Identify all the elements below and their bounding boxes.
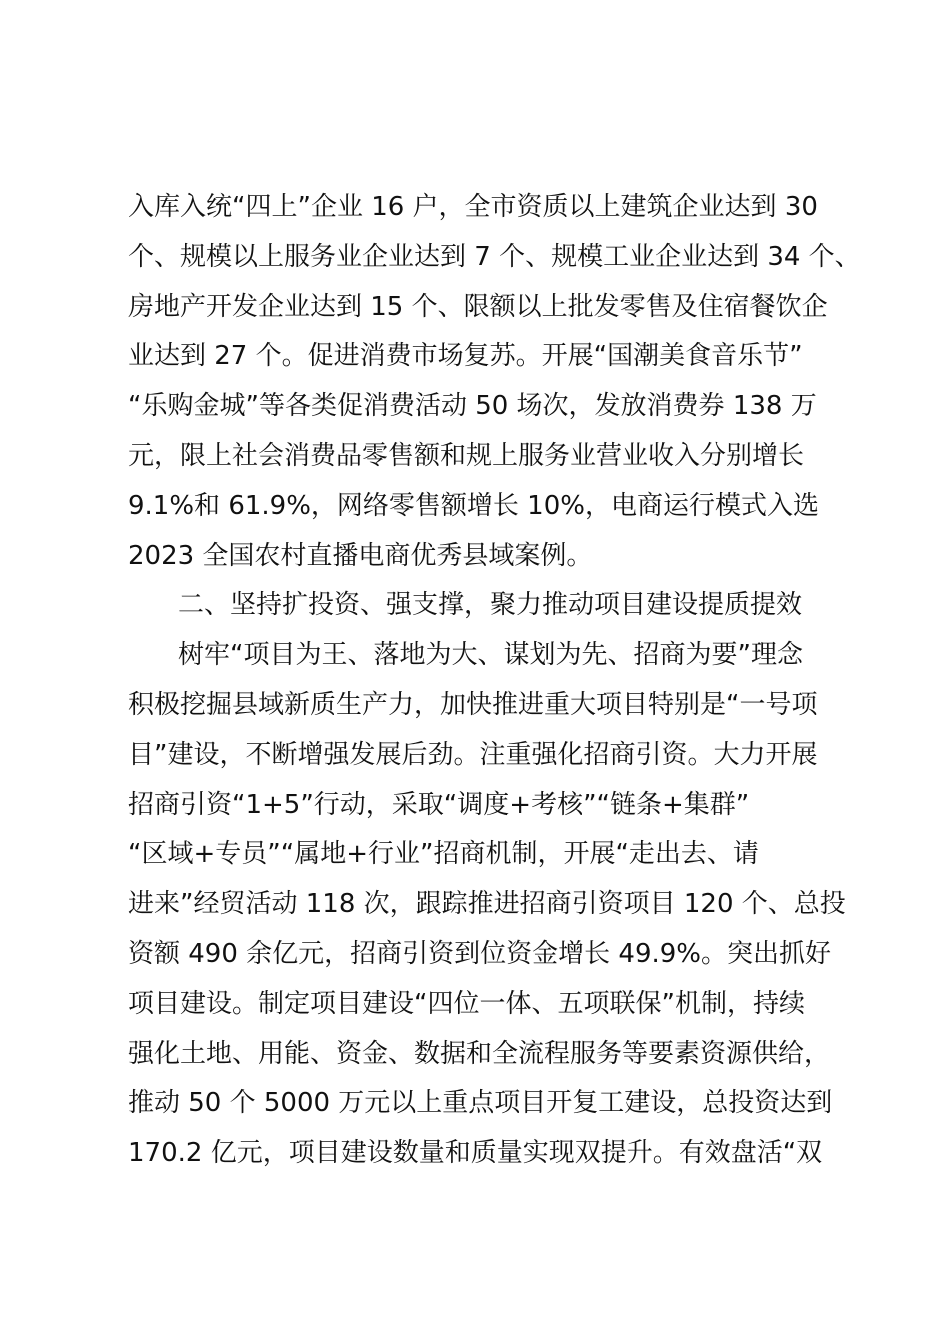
text-line: 推动 50 个 5000 万元以上重点项目开复工建设，总投资达到: [128, 1088, 833, 1119]
text-line: 房地产开发企业达到 15 个、限额以上批发零售及住宿餐饮企: [128, 291, 828, 322]
text-line: 强化土地、用能、资金、数据和全流程服务等要素资源供给，: [128, 1038, 831, 1069]
text-line: 元，限上社会消费品零售额和规上服务业营业收入分别增长: [128, 440, 805, 471]
text-line: “乐购金城”等各类促消费活动 50 场次，发放消费券 138 万: [128, 391, 817, 422]
text-line: 积极挖掘县域新质生产力，加快推进重大项目特别是“一号项: [128, 689, 818, 720]
text-line: 资额 490 余亿元，招商引资到位资金增长 49.9%。突出抓好: [128, 938, 832, 969]
text-line: “区域+专员”“属地+行业”招商机制，开展“走出去、请: [128, 839, 759, 870]
text-line: 9.1%和 61.9%，网络零售额增长 10%，电商运行模式入选: [128, 490, 819, 521]
text-line: 个、规模以上服务业企业达到 7 个、规模工业企业达到 34 个、: [128, 241, 861, 272]
section-heading: 二、坚持扩投资、强支撑，聚力推动项目建设提质提效: [178, 590, 803, 621]
text-line: 170.2 亿元，项目建设数量和质量实现双提升。有效盘活“双: [128, 1138, 823, 1169]
text-line: 入库入统“四上”企业 16 户，全市资质以上建筑企业达到 30: [128, 192, 818, 222]
body-text: [128, 183, 861, 1179]
paragraph-first-line: 树牢“项目为王、落地为大、谋划为先、招商为要”理念: [178, 640, 803, 671]
text-line: 进来”经贸活动 118 次，跟踪推进招商引资项目 120 个、总投: [128, 889, 846, 920]
text-line: 业达到 27 个。促进消费市场复苏。开展“国潮美食音乐节”: [128, 341, 803, 372]
text-line: 招商引资“1+5”行动，采取“调度+考核”“链条+集群”: [128, 789, 750, 820]
text-line: 2023 全国农村直播电商优秀县域案例。: [128, 540, 593, 571]
text-line: 目”建设，不断增强发展后劲。注重强化招商引资。大力开展: [128, 739, 818, 770]
text-line: 项目建设。制定项目建设“四位一体、五项联保”机制，持续: [128, 988, 805, 1019]
